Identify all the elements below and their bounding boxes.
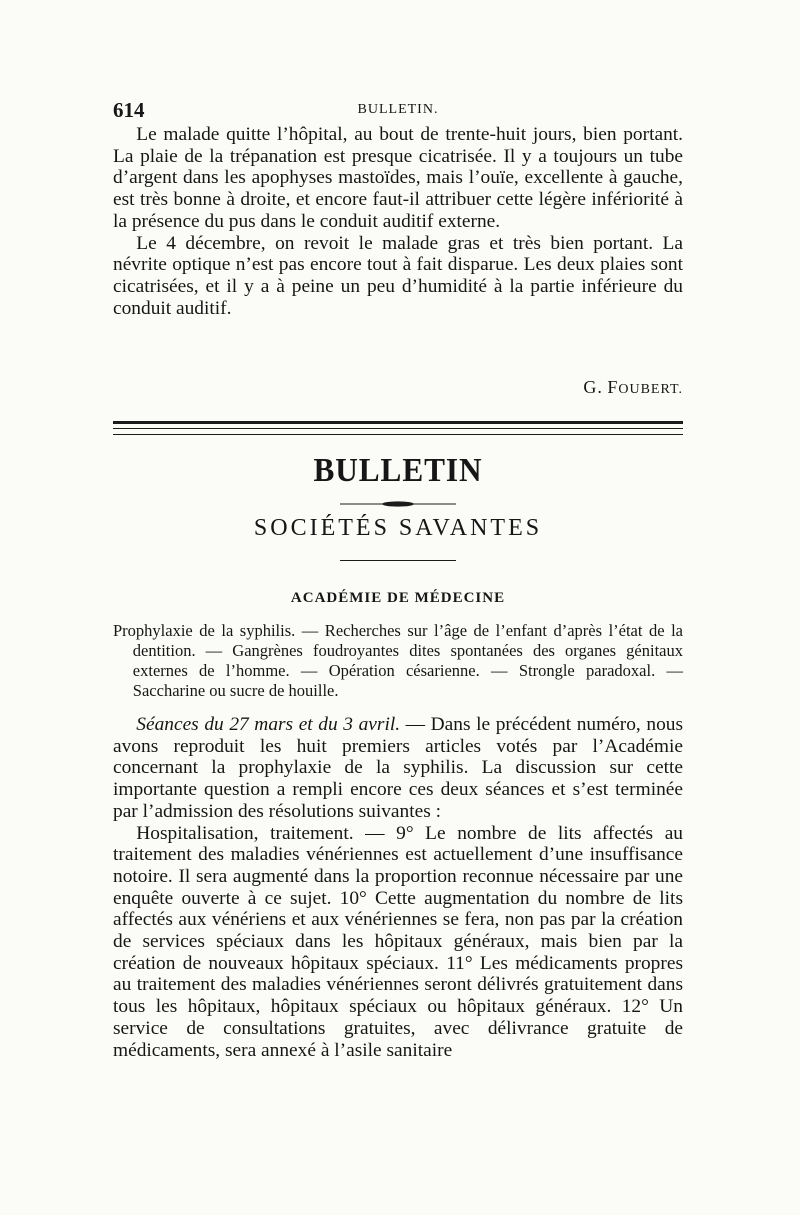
- main-paragraph: Hospitalisation, traitement. — 9° Le nombre de lits affectés au traitement des maladies vénériennes est actuellement d’une insuffisance notoire. Il sera augmenté dans la proportion reconnue nécessaire par une enquête ouverte à ce sujet. 10° Cette augmentation du nombre de lits affectés aux vénériens et aux vénériennes se fera, non pas par la création de services spéciaux dans les hôpitaux généraux, mais bien par la création de nouveaux hôpitaux spéciaux. 11° Les médicaments propres au traitement des maladies vénériennes seront délivrés gratuitement dans tous les hôpitaux, hôpitaux spéciaux ou hôpitaux généraux. 12° Un service de consultations gratuites, avec délivrance gratuite de médicaments, sera annexé à l’asile sanitaire: [113, 822, 683, 1061]
- signature-initial: G.: [583, 377, 603, 397]
- section-rule-thin: [113, 434, 683, 435]
- ornament-divider: [340, 499, 456, 509]
- session-summary: Prophylaxie de la syphilis. — Recherches sur l’âge de l’enfant d’après l’état de la dentition. — Gangrènes foudroyantes dites spontanées des organes génitaux externes de l’homme. — Opération césarienne. — Strongle paradoxal. — Saccharine ou sucre de houille.: [113, 621, 683, 700]
- author-signature: [113, 377, 683, 398]
- running-head: [113, 98, 683, 122]
- signature-name-rest: OUBERT.: [618, 382, 683, 397]
- section-rule-thin: [113, 428, 683, 429]
- main-paragraph: [113, 714, 683, 823]
- intro-text: [113, 124, 683, 319]
- bulletin-heading: BULLETIN: [313, 452, 483, 489]
- running-title: BULLETIN.: [357, 102, 439, 117]
- intro-paragraph: Le malade quitte l’hôpital, au bout de trente-huit jours, bien portant. La plaie de la trépanation est presque cicatrisée. Il y a toujours un tube d’argent dans les apophyses mastoïdes, mais l’ouïe, excellente à gauche, est très bonne à droite, et encore faut-il attribuer cette légère infériorité à la présence du pus dans le conduit auditif externe.: [113, 124, 683, 232]
- section-rule-thick: [113, 421, 683, 424]
- signature-name-initial: F: [607, 377, 619, 397]
- short-rule: [340, 560, 456, 561]
- academy-heading: ACADÉMIE DE MÉDECINE: [290, 590, 506, 606]
- intro-paragraph: Le 4 décembre, on revoit le malade gras et très bien portant. La névrite optique n’est pas encore tout à fait disparue. Les deux plaies sont cicatrisées, et il y a à peine un peu d’humidité à la partie inférieure du conduit auditif.: [113, 232, 683, 319]
- session-label: Séances du 27 mars et du 3 avril.: [136, 714, 401, 735]
- main-text: [113, 714, 683, 1061]
- paragraph-text: — Dans le précédent numéro, nous avons reproduit les huit premiers articles votés par l’Académie concernant la prophylaxie de la syphilis. La discussion sur cette importante question a rempli encore ces deux séances et s’est terminée par l’admission des résolutions suivantes :: [113, 714, 684, 822]
- page-number: 614: [113, 98, 145, 122]
- societes-heading: SOCIÉTÉS SAVANTES: [253, 515, 543, 541]
